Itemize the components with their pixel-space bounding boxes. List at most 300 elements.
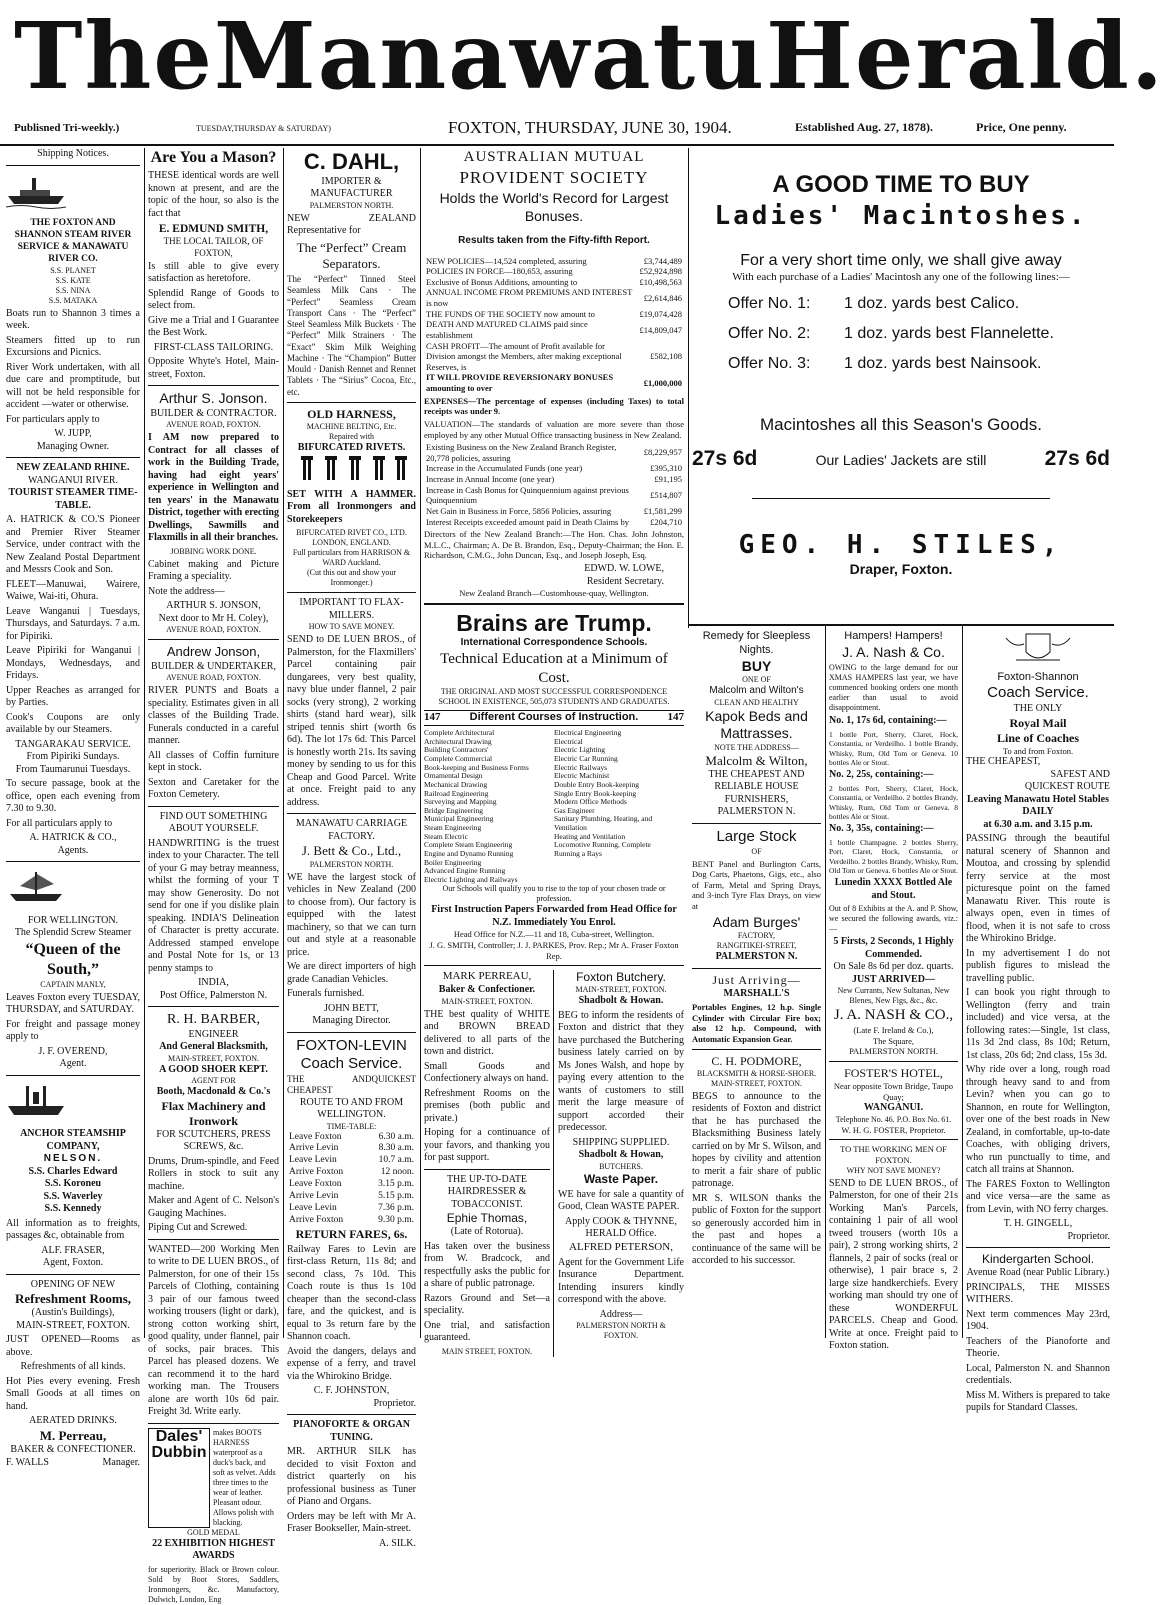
text: Telephone No. 46. P.O. Box No. 61. bbox=[835, 1114, 952, 1124]
text: makes BOOTS HARNESS waterproof as a duck's back, and soft as velvet. Adds three times to the wear of leather. Pleasant odour. Allows polish with blacking. bbox=[213, 1427, 276, 1527]
tangarakau-heading: TANGARAKAU SERVICE. bbox=[15, 738, 131, 750]
waste-heading: Waste Paper. bbox=[583, 1171, 659, 1186]
peterson-heading: ALFRED PETERSON, bbox=[569, 1240, 673, 1253]
rivets-icon bbox=[287, 454, 416, 482]
text: FACTORY, bbox=[737, 931, 776, 941]
text: Razors Ground and Set—a speciality. bbox=[424, 1292, 550, 1316]
coach-times: at 6.30 a.m. and 3.15 p.m. bbox=[983, 818, 1093, 830]
text: Proprietor. bbox=[373, 1397, 416, 1409]
text: Near opposite Town Bridge, Taupo Quay; bbox=[833, 1080, 954, 1102]
coach-heading-2: Coach Service. bbox=[987, 684, 1089, 702]
list-item: Heating and Ventilation bbox=[554, 831, 626, 841]
text: JUST ARRIVED— bbox=[852, 973, 935, 985]
column-rule bbox=[420, 148, 421, 1338]
list-item: Electrical bbox=[554, 736, 583, 746]
results-heading: Results taken from the Fifty-fifth Report. bbox=[458, 235, 650, 246]
awards-text: 5 Firsts, 2 Seconds, 1 Highly Commended. bbox=[833, 936, 954, 960]
wanganui-heading: WANGANUI RIVER. bbox=[28, 474, 118, 486]
table-cell: £14,809,047 bbox=[639, 324, 682, 335]
jonson-heading: Arthur S. Jonson. bbox=[159, 390, 268, 407]
text: ENGINEER bbox=[188, 1028, 239, 1040]
list-item: Boiler Engineering bbox=[424, 857, 482, 867]
divider bbox=[287, 402, 416, 403]
dales-ad bbox=[148, 1428, 279, 1528]
sailing-ship-icon bbox=[6, 870, 66, 906]
text: PALMERSTON NORTH. bbox=[309, 859, 394, 869]
remedy-heading: Remedy for Sleepless Nights. bbox=[702, 630, 811, 656]
hamper-3: No. 3, 35s, containing:— bbox=[829, 823, 934, 835]
price-line bbox=[692, 446, 1110, 472]
column-rule bbox=[283, 148, 284, 1338]
fares-heading: RETURN FARES, 6s. bbox=[295, 1226, 408, 1241]
perreau-ad bbox=[424, 970, 554, 1356]
table-row bbox=[287, 1191, 416, 1203]
text: (Cut this out and show your Ironmonger.) bbox=[306, 568, 397, 588]
text: THE ORIGINAL AND MOST SUCCESSFUL CORRESPONDENCE SCHOOL IN EXISTENCE, 505,073 STUDENTS AND GRADUATES. bbox=[438, 687, 670, 707]
macintoshes-heading: Ladies' Macintoshes. bbox=[714, 201, 1088, 231]
table-cell: Interest Receipts exceeded amount paid in Death Claims by bbox=[426, 516, 629, 527]
divider bbox=[692, 1049, 821, 1050]
text: BLACKSMITH & HORSE-SHOER. bbox=[696, 1068, 817, 1078]
table-row bbox=[424, 256, 684, 267]
text: (Late of Rotorua). bbox=[450, 1226, 524, 1237]
agent-name: J. F. OVEREND, bbox=[38, 1045, 108, 1057]
mw-heading: Malcolm & Wilton, bbox=[705, 752, 808, 768]
boat-2: S.S. KATE bbox=[55, 275, 91, 285]
text: 1 bottle Champagne. 2 bottles Sherry, Port, Claret, Hock, Constantia, or Verdeilho. 2 bottles Brandy, Whisky, Rum, Old Tom or Geneva. 6 bottles Ale or Stout. bbox=[829, 837, 958, 875]
text: Shadbolt & Howan. bbox=[578, 995, 664, 1007]
text: PALMERSTON NORTH & FOXTON. bbox=[576, 1321, 666, 1340]
text: 1 bottle Port, Sherry, Claret, Hock, Constantia, or Verdeilho. 1 bottle Brandy, Whisky, Rum, Old Tom or Geneva. 10 bottles Ale or Stout. bbox=[829, 729, 958, 767]
text: Lunedin XXXX Bottled Ale and Stout. bbox=[834, 877, 953, 901]
offer-row bbox=[692, 294, 1110, 314]
divider bbox=[692, 968, 821, 969]
text: (Austin's Buildings), bbox=[31, 1307, 115, 1319]
text: The FARES Foxton to Wellington and vice versa—are the same as from Levin, with NO ferry charges. bbox=[966, 1178, 1110, 1215]
divider bbox=[148, 639, 279, 640]
divider bbox=[148, 806, 279, 807]
text: THE CHEAPEST bbox=[287, 1074, 333, 1096]
divider bbox=[287, 592, 416, 593]
divider bbox=[829, 1139, 958, 1140]
table-cell: 12 noon. bbox=[380, 1167, 414, 1178]
text: Steamers fitted up to run Excursions and Picnics. bbox=[6, 334, 140, 358]
text: CLEAN AND HEALTHY bbox=[714, 697, 799, 707]
stiles-name: GEO. H. STILES, bbox=[738, 529, 1064, 560]
nelson-heading: NELSON. bbox=[43, 1153, 103, 1164]
list-item: Complete Architectural bbox=[424, 728, 495, 738]
text: Small Goods and Confectionery always on hand. bbox=[424, 1060, 550, 1084]
each-purchase: With each purchase of a Ladies' Macintosh any one of the following lines:— bbox=[732, 270, 1070, 283]
lower-ads bbox=[424, 970, 684, 1356]
table-cell: Leave Levin bbox=[289, 1155, 337, 1166]
text: MAIN STREET, FOXTON. bbox=[441, 1346, 533, 1356]
table-row bbox=[424, 442, 684, 463]
list-item: Electric Lighting bbox=[554, 745, 606, 755]
text: WANTED—200 Working Men to write to DE LUEN BROS., of Palmerston, for one of their 15s Parcels of Clothing, containing 3 pair of our famous tweed working trousers (light or dark), strong cotton working shirt, good quality, under flannel, pair of socks, pair braces. This Parcel has pleased dozens. We can recommend it to the hard working man. The Trousers alone are worth 10s 6d pair. Freight 3d. Write early. bbox=[148, 1243, 279, 1418]
list-item: Sanitary Plumbing, Heating, and Ventilation bbox=[554, 814, 653, 832]
list-item: Electric Railways bbox=[554, 762, 608, 772]
nash-heading: J. A. Nash & Co. bbox=[842, 643, 945, 660]
coach-timetable bbox=[287, 1132, 416, 1227]
text: Refreshment Rooms on the premises (both public and private.) bbox=[424, 1087, 550, 1124]
text: J. G. SMITH, Controller; J. J. PARKES, Prov. Rep.; Mr A. Fraser Foxton Rep. bbox=[429, 940, 679, 961]
text: PALMERSTON NORTH. bbox=[849, 1046, 938, 1057]
column-tradesmen bbox=[148, 148, 279, 1604]
text: Address— bbox=[599, 1308, 643, 1320]
text: MAIN-STREET, FOXTON. bbox=[167, 1053, 260, 1063]
season-text: Macintoshes all this Season's Goods. bbox=[759, 415, 1042, 435]
piano-heading: PIANOFORTE & ORGAN TUNING. bbox=[293, 1419, 410, 1443]
text: MAIN-STREET, FOXTON. bbox=[16, 1319, 130, 1331]
text: Apply COOK & THYNNE, HERALD Office. bbox=[564, 1215, 678, 1240]
text: I AM now prepared to Contract for all classes of work in the Building Trade, having had eight years' experience in Wellington and ten years' in the Manawatu District, together with erecting Dwellings, Sawmills and Flaxmills in all their branches. bbox=[148, 432, 279, 544]
owner-role: Managing Owner. bbox=[36, 440, 110, 452]
text: PRINCIPALS, THE MISSES WITHERS. bbox=[966, 1281, 1110, 1306]
boat-3: S.S. NINA bbox=[55, 285, 91, 295]
offer-text: 1 doz. yards best Nainsook. bbox=[844, 355, 1042, 373]
divider bbox=[424, 965, 684, 966]
text: Orders may be left with Mr A. Fraser Bookseller, Main-street. bbox=[287, 1510, 416, 1534]
offer-label: Offer No. 2: bbox=[728, 325, 811, 343]
table-row bbox=[287, 1167, 416, 1179]
perreau-name: M. Perreau, bbox=[39, 1427, 107, 1443]
kapok-heading: Kapok Beds and Mattrasses. bbox=[705, 707, 808, 741]
list-item: Surveying and Mapping bbox=[424, 797, 497, 807]
text: The Splendid Screw Steamer bbox=[14, 927, 132, 938]
column-amp bbox=[424, 148, 684, 1356]
list-item: Steam Electric bbox=[424, 831, 468, 841]
courses-count: 147 bbox=[667, 711, 684, 724]
text: Proprietor. bbox=[1067, 1230, 1110, 1242]
table-cell: 9.30 p.m. bbox=[378, 1214, 414, 1225]
list-item: Book-keeping and Business Forms bbox=[424, 762, 529, 772]
text: MR S. WILSON thanks the public of Foxton for the support so generously accorded him in the past and hopes a continuance of the same will be accorded to his successor. bbox=[692, 1192, 821, 1267]
offer-row bbox=[692, 324, 1110, 344]
amp-figures bbox=[424, 256, 684, 394]
text: Leaves Foxton every TUESDAY, THURSDAY, and SATURDAY. bbox=[6, 991, 140, 1015]
table-cell: £91,195 bbox=[654, 474, 682, 484]
text: (Late F. Ireland & Co.), bbox=[853, 1025, 934, 1035]
text: THE LOCAL TAILOR, OF FOXTON, bbox=[163, 236, 264, 258]
text: For freight and passage money apply to bbox=[6, 1018, 140, 1042]
table-cell: Net Gain in Business in Force, 5856 Policies, assuring bbox=[426, 505, 612, 516]
text: EDWD. W. LOWE, bbox=[584, 563, 664, 574]
text: Give me a Trial and I Guarantee the Best Work. bbox=[148, 314, 279, 339]
text: JOHN BETT, bbox=[324, 1002, 379, 1014]
table-cell: 5.15 p.m. bbox=[378, 1190, 414, 1201]
nash-heading-2: J. A. NASH & CO., bbox=[833, 1007, 954, 1024]
text: MAIN-STREET, FOXTON. bbox=[575, 985, 667, 995]
table-cell: 7.36 p.m. bbox=[378, 1202, 414, 1213]
list-item: Mechanical Drawing bbox=[424, 779, 488, 789]
price: Price, One penny. bbox=[976, 120, 1067, 134]
royal-mail: Royal Mail bbox=[1009, 715, 1067, 730]
table-row bbox=[424, 474, 684, 485]
text: THE UP-TO-DATE HAIRDRESSER & TOBACCONIST. bbox=[446, 1173, 528, 1210]
short-time: For a very short time only, we shall give away bbox=[740, 251, 1062, 269]
text: PALMERSTON N. bbox=[717, 806, 796, 818]
text: OF bbox=[751, 846, 762, 856]
hamper-1: No. 1, 17s 6d, containing:— bbox=[829, 715, 947, 727]
text: Funerals furnished. bbox=[287, 988, 365, 999]
text: Post Office, Palmerston N. bbox=[159, 989, 268, 1001]
list-item: Modern Office Methods bbox=[554, 797, 627, 807]
table-cell: THE FUNDS OF THE SOCIETY now amount to bbox=[426, 308, 595, 319]
text: JOBBING WORK DONE. bbox=[170, 546, 257, 556]
agent-name: A. HATRICK & CO., bbox=[29, 832, 117, 843]
text: Avenue Road (near Public Library.) bbox=[966, 1267, 1110, 1279]
text: C. F. JOHNSTON, bbox=[313, 1385, 390, 1396]
table-row bbox=[287, 1215, 416, 1227]
text: And General Blacksmith, bbox=[159, 1041, 268, 1053]
table-cell: £3,744,489 bbox=[643, 255, 682, 266]
text: Drums, Drum-spindle, and Feed Rollers in stock to suit any machine. bbox=[148, 1155, 279, 1192]
text: Agent for the Government Life Insurance Department. Intending insurers kindly correspond with the above. bbox=[558, 1256, 684, 1305]
text: Cabinet making and Picture Framing a speciality. bbox=[148, 558, 279, 583]
column-nash bbox=[829, 630, 958, 1351]
text: Opposite Whyte's Hotel, Main-street, Foxton. bbox=[148, 356, 279, 380]
text: Full particulars from HARRISON & WARD Auckland. bbox=[292, 548, 411, 568]
text: All information as to freights, passages &c, obtainable from bbox=[6, 1217, 140, 1241]
rhine-heading: NEW ZEALAND RHINE. bbox=[16, 462, 130, 473]
text: On Sale 8s 6d per doz. quarts. bbox=[833, 961, 954, 973]
table-cell: £204,710 bbox=[650, 516, 682, 527]
list-item: Single Entry Book-keeping bbox=[554, 788, 637, 798]
divider bbox=[6, 165, 140, 166]
amp-heading-1: AUSTRALIAN MUTUAL bbox=[463, 149, 645, 165]
list-item: Complete Commercial bbox=[424, 754, 493, 763]
text: Directors of the New Zealand Branch:—The Hon. Chas. John Johnston, M.L.C., Chairman; A. De B. Brandon, Esq., Deputy-Chairman; the Hon. E. Richardson, C.M.G., John Duncan, Esq., and Joseph Joseph, Esq. bbox=[424, 529, 684, 561]
text: Leave Wanganui | Tuesdays, Thursdays, and Saturdays. 7 a.m. for Pipiriki. bbox=[6, 605, 140, 642]
text: INDIA, bbox=[198, 977, 229, 989]
text: GOLD MEDAL bbox=[187, 1527, 240, 1537]
column-coach bbox=[966, 630, 1110, 1414]
divider bbox=[287, 813, 416, 814]
offer-label: Offer No. 3: bbox=[728, 355, 811, 373]
divider bbox=[424, 1169, 550, 1170]
table-cell: £8,229,957 bbox=[643, 447, 682, 458]
table-cell: Arrive Levin bbox=[289, 1190, 339, 1201]
table-cell: Arrive Levin bbox=[289, 1143, 339, 1154]
table-cell: NEW POLICIES—14,524 completed, assuring bbox=[426, 255, 587, 266]
text: To secure passage, book at the office, open each evening from 7.30 to 9.30. bbox=[6, 778, 140, 814]
text: ONE OF bbox=[742, 675, 771, 684]
butchery-ad bbox=[558, 970, 684, 1356]
text: River Work undertaken, with all due care and promptitude, but will not be held responsible for accident —water or otherwise. bbox=[6, 361, 140, 410]
text: ARTHUR S. JONSON, bbox=[166, 600, 261, 612]
table-row bbox=[287, 1179, 416, 1191]
text: AVENUE ROAD, FOXTON. bbox=[166, 673, 261, 683]
table-cell: 10.7 a.m. bbox=[378, 1155, 414, 1166]
text: SEND to DE LUEN BROS., of Palmerston, for one of their 21s Working Man's Parcels, containing 1 pair of all wool tweed trousers (worth 10s a pair), 2 strong working shirts, 2 flannels, 2 pair of socks (real or otherwise), 1 pair brace s, 2 large size handkerchiefs. Every working man should try one of these WONDERFUL PARCELS. Cheap and Good. Write at once. Freight paid to Foxton station. bbox=[829, 1177, 958, 1351]
ship-name: S.S. Koroneu bbox=[44, 1178, 102, 1189]
text: THE CHEAPEST AND RELIABLE HOUSE FURNISHERS, bbox=[708, 768, 805, 805]
agent-role: Agents. bbox=[57, 844, 89, 856]
ship-name: S.S. Kennedy bbox=[44, 1203, 102, 1214]
wellington-heading: FOR WELLINGTON. bbox=[27, 914, 119, 926]
text: From Taumarunui Tuesdays. bbox=[15, 763, 131, 775]
list-item: Railroad Engineering bbox=[424, 788, 489, 798]
table-row bbox=[287, 1143, 416, 1155]
text: FOR SCUTCHERS, PRESS SCREWS, &c. bbox=[156, 1128, 271, 1153]
text: To and from Foxton. bbox=[1002, 745, 1074, 756]
text: New Zealand Branch—Customhouse-quay, Wellington. bbox=[459, 588, 649, 598]
buy-heading: BUY bbox=[741, 657, 772, 674]
agent-role: Agent, Foxton. bbox=[42, 1257, 104, 1268]
divider bbox=[6, 1075, 140, 1076]
dateline bbox=[0, 114, 1114, 146]
text: A. SILK. bbox=[379, 1537, 416, 1549]
text: I can book you right through to Wellington (ferry and train included) and vice versa, at the following rates:—Single, 1st class, 11s 3d 2nd class, 8s 10d; Return, 1st class, 20s 6d; 2nd class, 15s 3d. bbox=[966, 987, 1110, 1061]
text: MACHINE BELTING, Etc. bbox=[306, 421, 397, 431]
list-item: Architectural Drawing bbox=[424, 736, 492, 746]
offer-label: Offer No. 1: bbox=[728, 295, 811, 313]
list-item: Municipal Engineering bbox=[424, 814, 494, 824]
text: Why ride over a long, rough road through heavy sand to and from Levin? when you can go to Shannon, en route for Wellington, over one of the best roads in New Zealand, in comfortable, up-to-date Coaches, with obliging drivers, who run punctually to time, and catch all trains at Shannon. bbox=[966, 1064, 1110, 1176]
manager-role: Manager. bbox=[102, 1456, 140, 1468]
text: THE best quality of WHITE and BROWN BREAD delivered to all parts of the town and district. bbox=[424, 1008, 550, 1057]
table-row bbox=[424, 277, 684, 288]
find-heading: FIND OUT SOMETHING ABOUT YOURSELF. bbox=[159, 810, 268, 835]
masthead-herald: Herald. bbox=[766, 2, 1165, 110]
stock-heading: Large Stock bbox=[716, 827, 797, 845]
text: Hot Pies every evening. Fresh Small Goods at all times on hand. bbox=[6, 1375, 140, 1412]
text: Piping Cut and Screwed. bbox=[148, 1222, 248, 1234]
steamer-name: “Queen of the South,” bbox=[25, 940, 121, 978]
list-item: Electric Car Running bbox=[554, 754, 618, 763]
text: 22 EXHIBITION HIGHEST AWARDS bbox=[152, 1537, 275, 1562]
table-cell: £2,614,846 bbox=[643, 292, 682, 303]
flax-heading: Flax Machinery and Ironwork bbox=[161, 1098, 266, 1128]
column-furnishers bbox=[692, 630, 821, 1336]
column-rule bbox=[962, 625, 963, 1338]
divider bbox=[966, 1247, 1110, 1248]
table-row bbox=[424, 463, 684, 474]
text: AVENUE ROAD, FOXTON. bbox=[166, 625, 261, 635]
text: TIME-TABLE: bbox=[326, 1121, 377, 1131]
text: BUILDER & UNDERTAKER, bbox=[151, 660, 276, 672]
list-item: Advanced Engine Running bbox=[424, 866, 506, 876]
boat-1: S.S. PLANET bbox=[50, 265, 96, 275]
table-row bbox=[424, 517, 684, 528]
captain: CAPTAIN MANLY, bbox=[40, 979, 106, 989]
table-cell: Increase in Annual Income (one year) bbox=[426, 474, 555, 484]
text: MR. ARTHUR SILK has decided to visit Foxton and district quarterly on his professional business as Tuner of Piano and Organs. bbox=[287, 1446, 416, 1507]
text: WANGANUI. bbox=[863, 1102, 924, 1114]
coach-heading-1: Foxton-Shannon bbox=[997, 670, 1079, 683]
table-cell: £10,498,563 bbox=[639, 276, 682, 287]
route-line bbox=[287, 1074, 416, 1097]
divider bbox=[752, 498, 1050, 499]
agent-name: ALF. FRASER, bbox=[41, 1244, 105, 1256]
text: NEW ZEALAND Representative for bbox=[287, 212, 416, 236]
table-row bbox=[424, 485, 684, 506]
manager-line bbox=[6, 1457, 140, 1470]
divider bbox=[6, 457, 140, 458]
price-2: 27s 6d bbox=[1044, 446, 1110, 470]
text: Upper Reaches as arranged for by Parties. bbox=[6, 684, 140, 708]
published-note: Publisned Tri-weekly.) bbox=[14, 122, 120, 134]
text: Maker and Agent of C. Nelson's Gauging Machines. bbox=[148, 1195, 279, 1219]
stiles-ad bbox=[692, 160, 1110, 620]
text: We are direct importers of high grade Canadian Vehicles. bbox=[287, 961, 416, 985]
coat-of-arms-icon bbox=[966, 630, 1110, 666]
text: BENT Panel and Burlington Carts, Dog Carts, Phaetons, Gigs, etc., also of Farm, Metal and Spring Drays, and 3-inch Tyre Flax Drays, on view at bbox=[692, 858, 821, 911]
price-1: 27s 6d bbox=[692, 446, 758, 470]
text: AERATED DRINKS. bbox=[29, 1415, 117, 1427]
text: BAKER & CONFECTIONER. bbox=[10, 1444, 136, 1455]
list-item: Locomotive Running, Complete bbox=[554, 840, 651, 850]
text: In my advertisement I do not publish figures to mislead the travelling public. bbox=[966, 947, 1110, 984]
list-item: Steam Engineering bbox=[424, 823, 482, 832]
text: SHIPPING SUPPLIED. bbox=[572, 1136, 670, 1148]
text: The Square, bbox=[872, 1035, 915, 1046]
courses-left bbox=[424, 729, 554, 884]
offer-text: 1 doz. yards best Flannelette. bbox=[844, 325, 1054, 343]
table-cell: ANNUAL INCOME FROM PREMIUMS AND INTEREST is now bbox=[426, 287, 633, 308]
list-item: Building Contractors' bbox=[424, 745, 489, 755]
steamship-icon bbox=[6, 1084, 66, 1120]
text: Is still able to give every satisfaction as heretofore. bbox=[148, 260, 279, 285]
text: Next term commences May 23rd, 1904. bbox=[966, 1308, 1110, 1333]
shipping-heading: Shipping Notices. bbox=[37, 148, 109, 159]
table-cell: POLICIES IN FORCE—180,653, assuring bbox=[426, 266, 573, 277]
text: RIVER PUNTS and Boats a speciality. Estimates given in all classes of the Building Trade. Funerals conducted in a careful manner. bbox=[148, 685, 279, 747]
owner-name: W. JUPP, bbox=[54, 428, 92, 439]
text: All classes of Coffin furniture kept in stock. bbox=[148, 749, 279, 774]
table-cell: Increase in Cash Bonus for Quinquennium against previous Quinquennium bbox=[426, 484, 629, 506]
column-rule bbox=[144, 148, 145, 1338]
list-item: Complete Steam Engineering bbox=[424, 840, 513, 850]
text: Sexton and Caretaker for the Foxton Cemetery. bbox=[148, 776, 279, 801]
text: From Pipiriki Sundays. bbox=[26, 751, 120, 762]
text: One trial, and satisfaction guaranteed. bbox=[424, 1319, 550, 1343]
text: RANGITIKEI-STREET, bbox=[716, 941, 797, 951]
text: Boats run to Shannon 3 times a week. bbox=[6, 307, 140, 331]
timetable-heading: TOURIST STEAMER TIME-TABLE. bbox=[8, 487, 138, 511]
levin-heading: FOXTON-LEVIN Coach Service. bbox=[296, 1036, 407, 1073]
divider bbox=[6, 861, 140, 862]
divider bbox=[287, 1032, 416, 1033]
table-cell: £1,000,000 bbox=[643, 377, 682, 388]
butchery-heading: Foxton Butchery. bbox=[576, 970, 666, 985]
text: AVENUE ROAD, FOXTON. bbox=[166, 420, 261, 430]
divider bbox=[688, 624, 1114, 626]
table-row bbox=[424, 506, 684, 517]
text: For all particulars apply to bbox=[6, 817, 113, 829]
text: Next door to Mr H. Coley), bbox=[158, 612, 269, 624]
offer-text: 1 doz. yards best Calico. bbox=[844, 295, 1020, 313]
dales-logo: Dales' Dubbin bbox=[148, 1428, 210, 1528]
masthead-the: The bbox=[14, 2, 214, 110]
text: A GOOD SHOER KEPT. bbox=[159, 1063, 268, 1075]
amp-heading-3: Holds the World's Record for Largest Bonuses. bbox=[439, 190, 669, 224]
perfect-heading: The “Perfect” Cream Separators. bbox=[296, 239, 407, 271]
text: NOTE THE ADDRESS— bbox=[714, 742, 799, 752]
text: QUICKEST bbox=[371, 1074, 416, 1084]
table-row bbox=[424, 287, 684, 308]
table-cell: £395,310 bbox=[650, 463, 682, 474]
list-item: Gas Engineer bbox=[554, 805, 595, 815]
table-cell: £52,924,898 bbox=[639, 266, 682, 277]
steamer-icon bbox=[6, 174, 66, 210]
rivets-heading: BIFURCATED RIVETS. bbox=[297, 441, 406, 453]
courses-right bbox=[554, 729, 684, 884]
text: BEG to inform the residents of Foxton and district that they have purchased the Butchering business lately carried on by Ms Jones Walsh, and hope by paying every attention to the wants of customers to still merit the large measure of support accorded their predecessor. bbox=[558, 1009, 684, 1134]
divider bbox=[692, 823, 821, 824]
list-item: Engine and Dynamo Running bbox=[424, 848, 514, 858]
